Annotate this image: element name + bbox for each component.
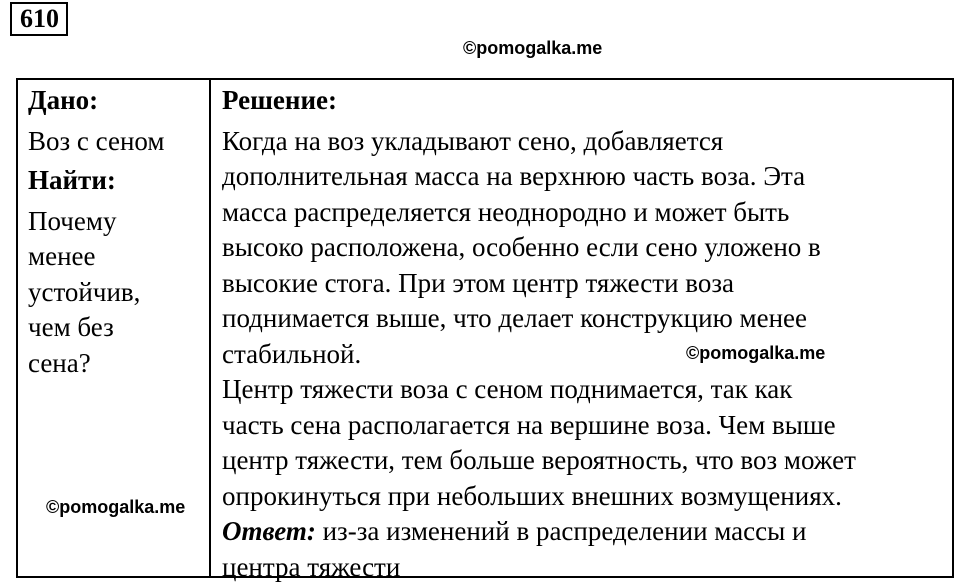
text-line: поднимается выше, что делает конструкцию менее: [222, 301, 952, 337]
text-line: дополнительная масса на верхнюю часть воза. Эта: [222, 159, 952, 195]
solution-paragraph-1: [222, 124, 952, 373]
text-line: высоко расположена, особенно если сено уложено в: [222, 230, 952, 266]
solution-column: [222, 83, 952, 585]
task-number: 610: [10, 2, 68, 36]
answer: [222, 514, 952, 585]
text-line: опрокинуться при небольших внешних возмущениях.: [222, 479, 952, 515]
text-line: высокие стога. При этом центр тяжести воза: [222, 266, 952, 302]
text-line: Когда на воз укладывают сено, добавляется: [222, 124, 952, 160]
question-line: сена?: [28, 346, 204, 382]
column-divider: [209, 80, 211, 576]
solution-title: Решение:: [222, 83, 952, 119]
find-question: [28, 204, 204, 382]
watermark-top: ©pomogalka.me: [463, 38, 602, 58]
watermark-left: ©pomogalka.me: [46, 497, 185, 517]
given-title: Дано:: [28, 83, 204, 119]
given-column: [28, 83, 204, 381]
text-line: Центр тяжести воза с сеном поднимается, так как: [222, 372, 952, 408]
given-text: Воз с сеном: [28, 124, 204, 160]
find-title: Найти:: [28, 163, 204, 199]
text-line: стабильной.: [222, 337, 952, 373]
answer-text: центра тяжести: [222, 550, 952, 585]
question-line: Почему: [28, 204, 204, 240]
answer-label: Ответ:: [222, 516, 316, 546]
text-line: масса распределяется неоднородно и может быть: [222, 195, 952, 231]
watermark-middle: ©pomogalka.me: [686, 343, 825, 363]
question-line: устойчив,: [28, 275, 204, 311]
question-line: менее: [28, 239, 204, 275]
text-line: часть сена располагается на вершине воза. Чем выше: [222, 408, 952, 444]
question-line: чем без: [28, 310, 204, 346]
solution-paragraph-2: [222, 372, 952, 514]
text-line: центр тяжести, тем больше вероятность, что воз может: [222, 443, 952, 479]
answer-text: из-за изменений в распределении массы и: [316, 516, 807, 546]
